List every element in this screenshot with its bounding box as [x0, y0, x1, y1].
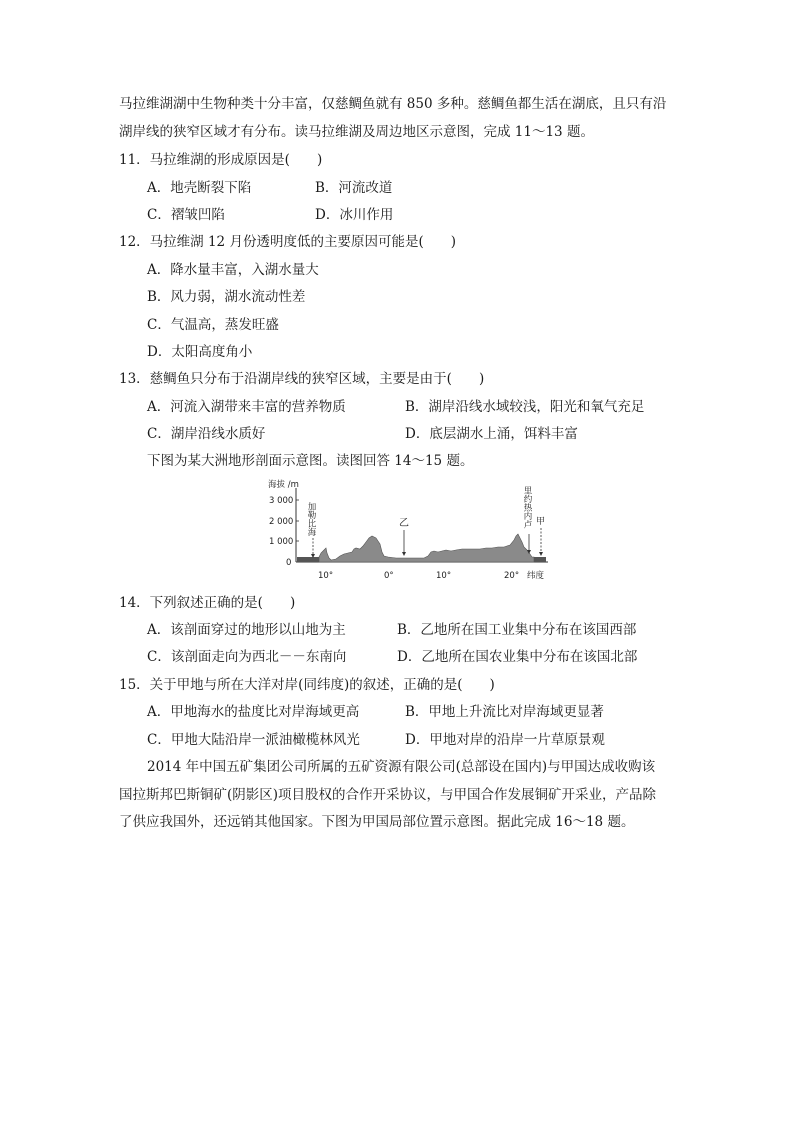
- option-13a: A．河流入湖带来丰富的营养物质: [147, 399, 346, 415]
- passage-line: 马拉维湖湖中生物种类十分丰富，仅慈鲷鱼就有 850 多种。慈鲷鱼都生活在湖底，且只有沿: [119, 96, 667, 112]
- label-jia: 甲: [536, 517, 546, 527]
- option-12c: C．气温高，蒸发旺盛: [147, 317, 279, 333]
- option-13c: C．湖岸沿线水质好: [147, 426, 266, 442]
- label-rio-de-janeiro: 里约热内卢: [522, 486, 532, 529]
- y-tick-label: 2 000: [269, 517, 294, 527]
- x-tick-label: 0°: [384, 571, 394, 581]
- option-11a: A．地壳断裂下陷: [147, 180, 252, 196]
- passage-intro: 下图为某大洲地形剖面示意图。读图回答 14～15 题。: [147, 453, 474, 469]
- option-12a: A．降水量丰富，入湖水量大: [147, 262, 319, 278]
- y-axis-label: 海拔 /m: [268, 480, 299, 490]
- x-tick-label: 10°: [436, 571, 452, 581]
- option-15b: B．甲地上升流比对岸海域更显著: [405, 704, 604, 720]
- option-14c: C．该剖面走向为西北－－东南向: [147, 649, 347, 665]
- option-13b: B．湖岸沿线水域较浅，阳光和氧气充足: [405, 399, 645, 415]
- option-11c: C．褶皱凹陷: [147, 207, 225, 223]
- option-14d: D．乙地所在国农业集中分布在该国北部: [397, 649, 638, 665]
- option-12d: D．太阳高度角小: [147, 344, 253, 360]
- option-12b: B．风力弱，湖水流动性差: [147, 289, 306, 305]
- terrain-profile-svg: [266, 478, 556, 584]
- question-14-stem: 14．下列叙述正确的是( ): [119, 595, 296, 611]
- option-14b: B．乙地所在国工业集中分布在该国西部: [397, 622, 637, 638]
- x-tick-label: 20°: [504, 571, 520, 581]
- passage-line: 湖岸线的狭窄区域才有分布。读马拉维湖及周边地区示意图，完成 11～13 题。: [119, 124, 594, 140]
- question-13-stem: 13．慈鲷鱼只分布于沿湖岸线的狭窄区域，主要是由于( ): [119, 371, 485, 387]
- label-caribbean-sea: 加勒比海: [306, 502, 316, 536]
- option-11b: B．河流改道: [315, 180, 393, 196]
- y-tick-label: 1 000: [269, 537, 294, 547]
- terrain-profile-figure: [266, 478, 556, 584]
- option-15a: A．甲地海水的盐度比对岸海域更高: [147, 704, 360, 720]
- label-yi: 乙: [399, 518, 409, 529]
- passage-line: 国拉斯邦巴斯铜矿(阴影区)项目股权的合作开采协议，与甲国合作发展铜矿开采业，产品除: [119, 787, 657, 803]
- option-15d: D．甲地对岸的沿岸一片草原景观: [405, 732, 605, 748]
- option-14a: A．该剖面穿过的地形以山地为主: [147, 622, 346, 638]
- option-13d: D．底层湖水上涌，饵料丰富: [405, 426, 578, 442]
- question-12-stem: 12．马拉维湖 12 月份透明度低的主要原因可能是( ): [119, 234, 456, 250]
- passage-line: 2014 年中国五矿集团公司所属的五矿资源有限公司(总部设在国内)与甲国达成收购该: [147, 759, 656, 775]
- question-11-stem: 11．马拉维湖的形成原因是( ): [119, 152, 323, 168]
- passage-line: 了供应我国外，还远销其他国家。下图为甲国局部位置示意图。据此完成 16～18 题。: [119, 814, 635, 830]
- sea-left: [297, 557, 319, 562]
- sea-right: [534, 557, 546, 562]
- option-15c: C．甲地大陆沿岸一派油橄榄林风光: [147, 732, 360, 748]
- option-11d: D．冰川作用: [315, 207, 394, 223]
- x-tick-label: 10°: [318, 571, 334, 581]
- terrain-profile: [319, 534, 534, 562]
- y-tick-label: 3 000: [269, 496, 294, 506]
- y-tick-label: 0: [286, 558, 292, 568]
- question-15-stem: 15．关于甲地与所在大洋对岸(同纬度)的叙述，正确的是( ): [119, 677, 495, 693]
- x-axis-unit: 纬度: [527, 571, 545, 581]
